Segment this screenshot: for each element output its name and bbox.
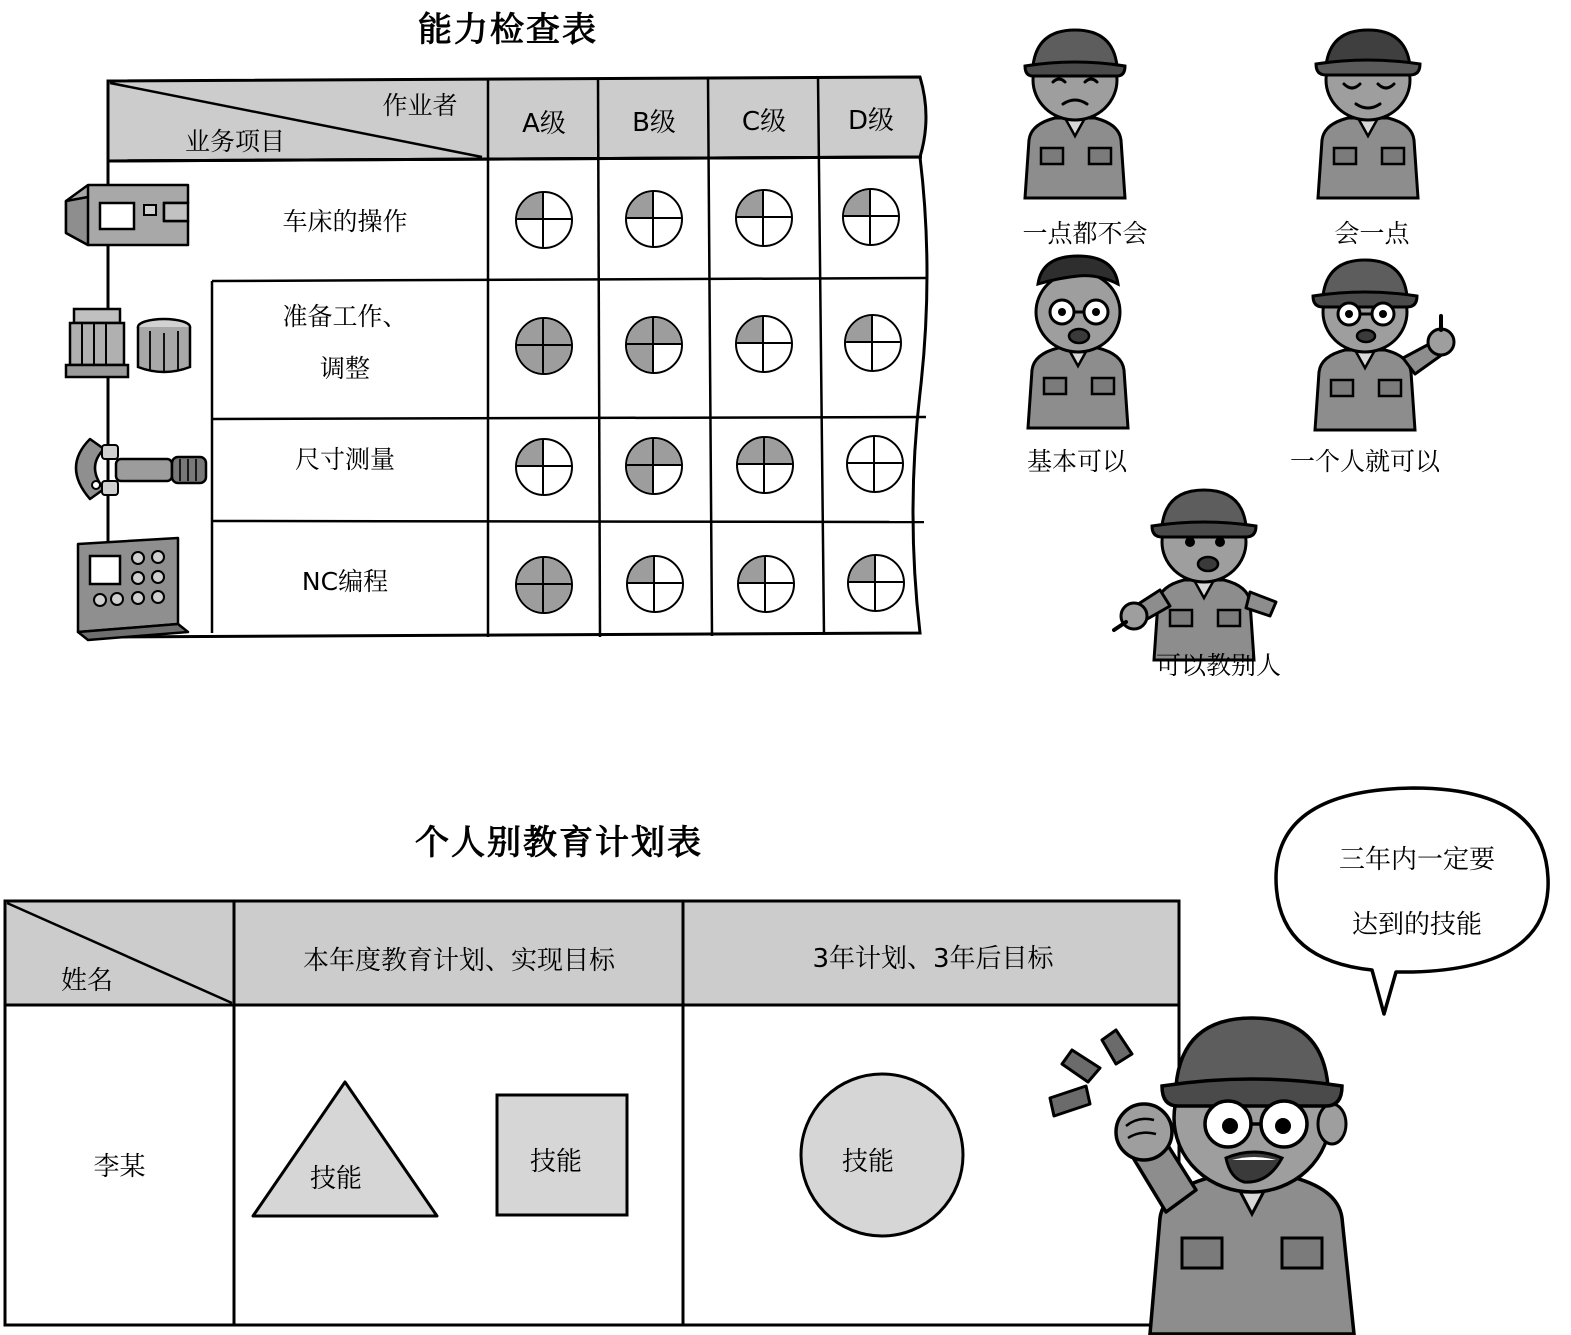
skill-table-corner-bottom-label: 业务项目 bbox=[184, 127, 285, 156]
level-circle-r2c2[interactable] bbox=[736, 436, 794, 494]
row-item-label-0: 车床的操作 bbox=[282, 207, 408, 236]
row-item-label-3: NC编程 bbox=[301, 567, 389, 596]
plan-header-this-year: 本年度教育计划、实现目标 bbox=[302, 946, 615, 976]
worker-eyesclosed-icon bbox=[1288, 18, 1448, 203]
micrometer-icon bbox=[56, 423, 226, 523]
level-circle-r0c1[interactable] bbox=[625, 190, 683, 248]
legend-label-2: 基本可以 bbox=[1026, 447, 1127, 476]
skill-shape-circle-label: 技能 bbox=[842, 1147, 895, 1177]
level-circle-r3c0[interactable] bbox=[515, 556, 573, 614]
skill-shape-triangle-label: 技能 bbox=[310, 1164, 363, 1194]
plan-header-three-year: 3年计划、3年后目标 bbox=[812, 944, 1054, 974]
level-circle-r1c3[interactable] bbox=[844, 314, 902, 372]
level-circle-r1c1[interactable] bbox=[625, 316, 683, 374]
plan-chart-title: 个人别教育计划表 bbox=[415, 823, 703, 863]
legend-item-1 bbox=[1288, 18, 1448, 207]
level-circle-r0c0[interactable] bbox=[515, 191, 573, 249]
lathe-icon bbox=[48, 163, 208, 273]
level-circle-r3c1[interactable] bbox=[626, 555, 684, 613]
nc-controller-icon bbox=[60, 528, 210, 648]
grade-header-b: B级 bbox=[632, 107, 676, 138]
row-item-label-1b: 调整 bbox=[319, 354, 370, 383]
level-circle-r1c0[interactable] bbox=[515, 317, 573, 375]
worker-teaching-icon bbox=[1112, 480, 1302, 665]
worker-glasses-icon bbox=[998, 248, 1158, 433]
legend-label-1: 会一点 bbox=[1334, 219, 1410, 248]
worker-cheering-icon bbox=[1020, 990, 1440, 1335]
skill-check-table bbox=[100, 73, 950, 643]
level-circle-r3c3[interactable] bbox=[847, 554, 905, 612]
education-plan-table bbox=[2, 898, 1182, 1328]
legend-item-2 bbox=[998, 248, 1158, 437]
grade-header-a: A级 bbox=[522, 108, 566, 139]
skill-shape-square-label: 技能 bbox=[530, 1147, 583, 1177]
row-item-label-2: 尺寸测量 bbox=[294, 445, 395, 474]
speech-bubble-line-1: 三年内一定要 bbox=[1338, 845, 1495, 875]
legend-label-0: 一点都不会 bbox=[1022, 219, 1148, 248]
level-circle-r0c2[interactable] bbox=[735, 189, 793, 247]
plan-header-name: 姓名 bbox=[60, 966, 113, 996]
level-circle-r1c2[interactable] bbox=[735, 315, 793, 373]
level-circle-r0c3[interactable] bbox=[842, 188, 900, 246]
grade-header-c: C级 bbox=[741, 106, 787, 137]
skill-chart-title: 能力检查表 bbox=[418, 10, 598, 50]
level-circle-r2c0[interactable] bbox=[515, 438, 573, 496]
level-circle-r2c1[interactable] bbox=[625, 437, 683, 495]
plan-row-name-0: 李某 bbox=[93, 1152, 146, 1182]
legend-label-3: 一个人就可以 bbox=[1289, 447, 1440, 476]
row-item-label-1a: 准备工作、 bbox=[282, 302, 408, 331]
skill-shape-triangle bbox=[245, 1074, 445, 1224]
legend-item-3 bbox=[1285, 250, 1470, 439]
level-circle-r2c3[interactable] bbox=[846, 435, 904, 493]
worker-pointing-up-icon bbox=[1285, 250, 1470, 435]
fixture-icon bbox=[60, 293, 220, 403]
grade-header-d: D级 bbox=[847, 105, 895, 136]
worker-sad-icon bbox=[995, 18, 1155, 203]
speech-bubble-line-2: 达到的技能 bbox=[1351, 910, 1482, 940]
level-circle-r3c2[interactable] bbox=[737, 555, 795, 613]
legend-item-4 bbox=[1112, 480, 1302, 669]
legend-label-4: 可以教别人 bbox=[1155, 651, 1281, 680]
skill-table-corner-top-label: 作业者 bbox=[382, 91, 458, 120]
legend-item-0 bbox=[995, 18, 1155, 207]
